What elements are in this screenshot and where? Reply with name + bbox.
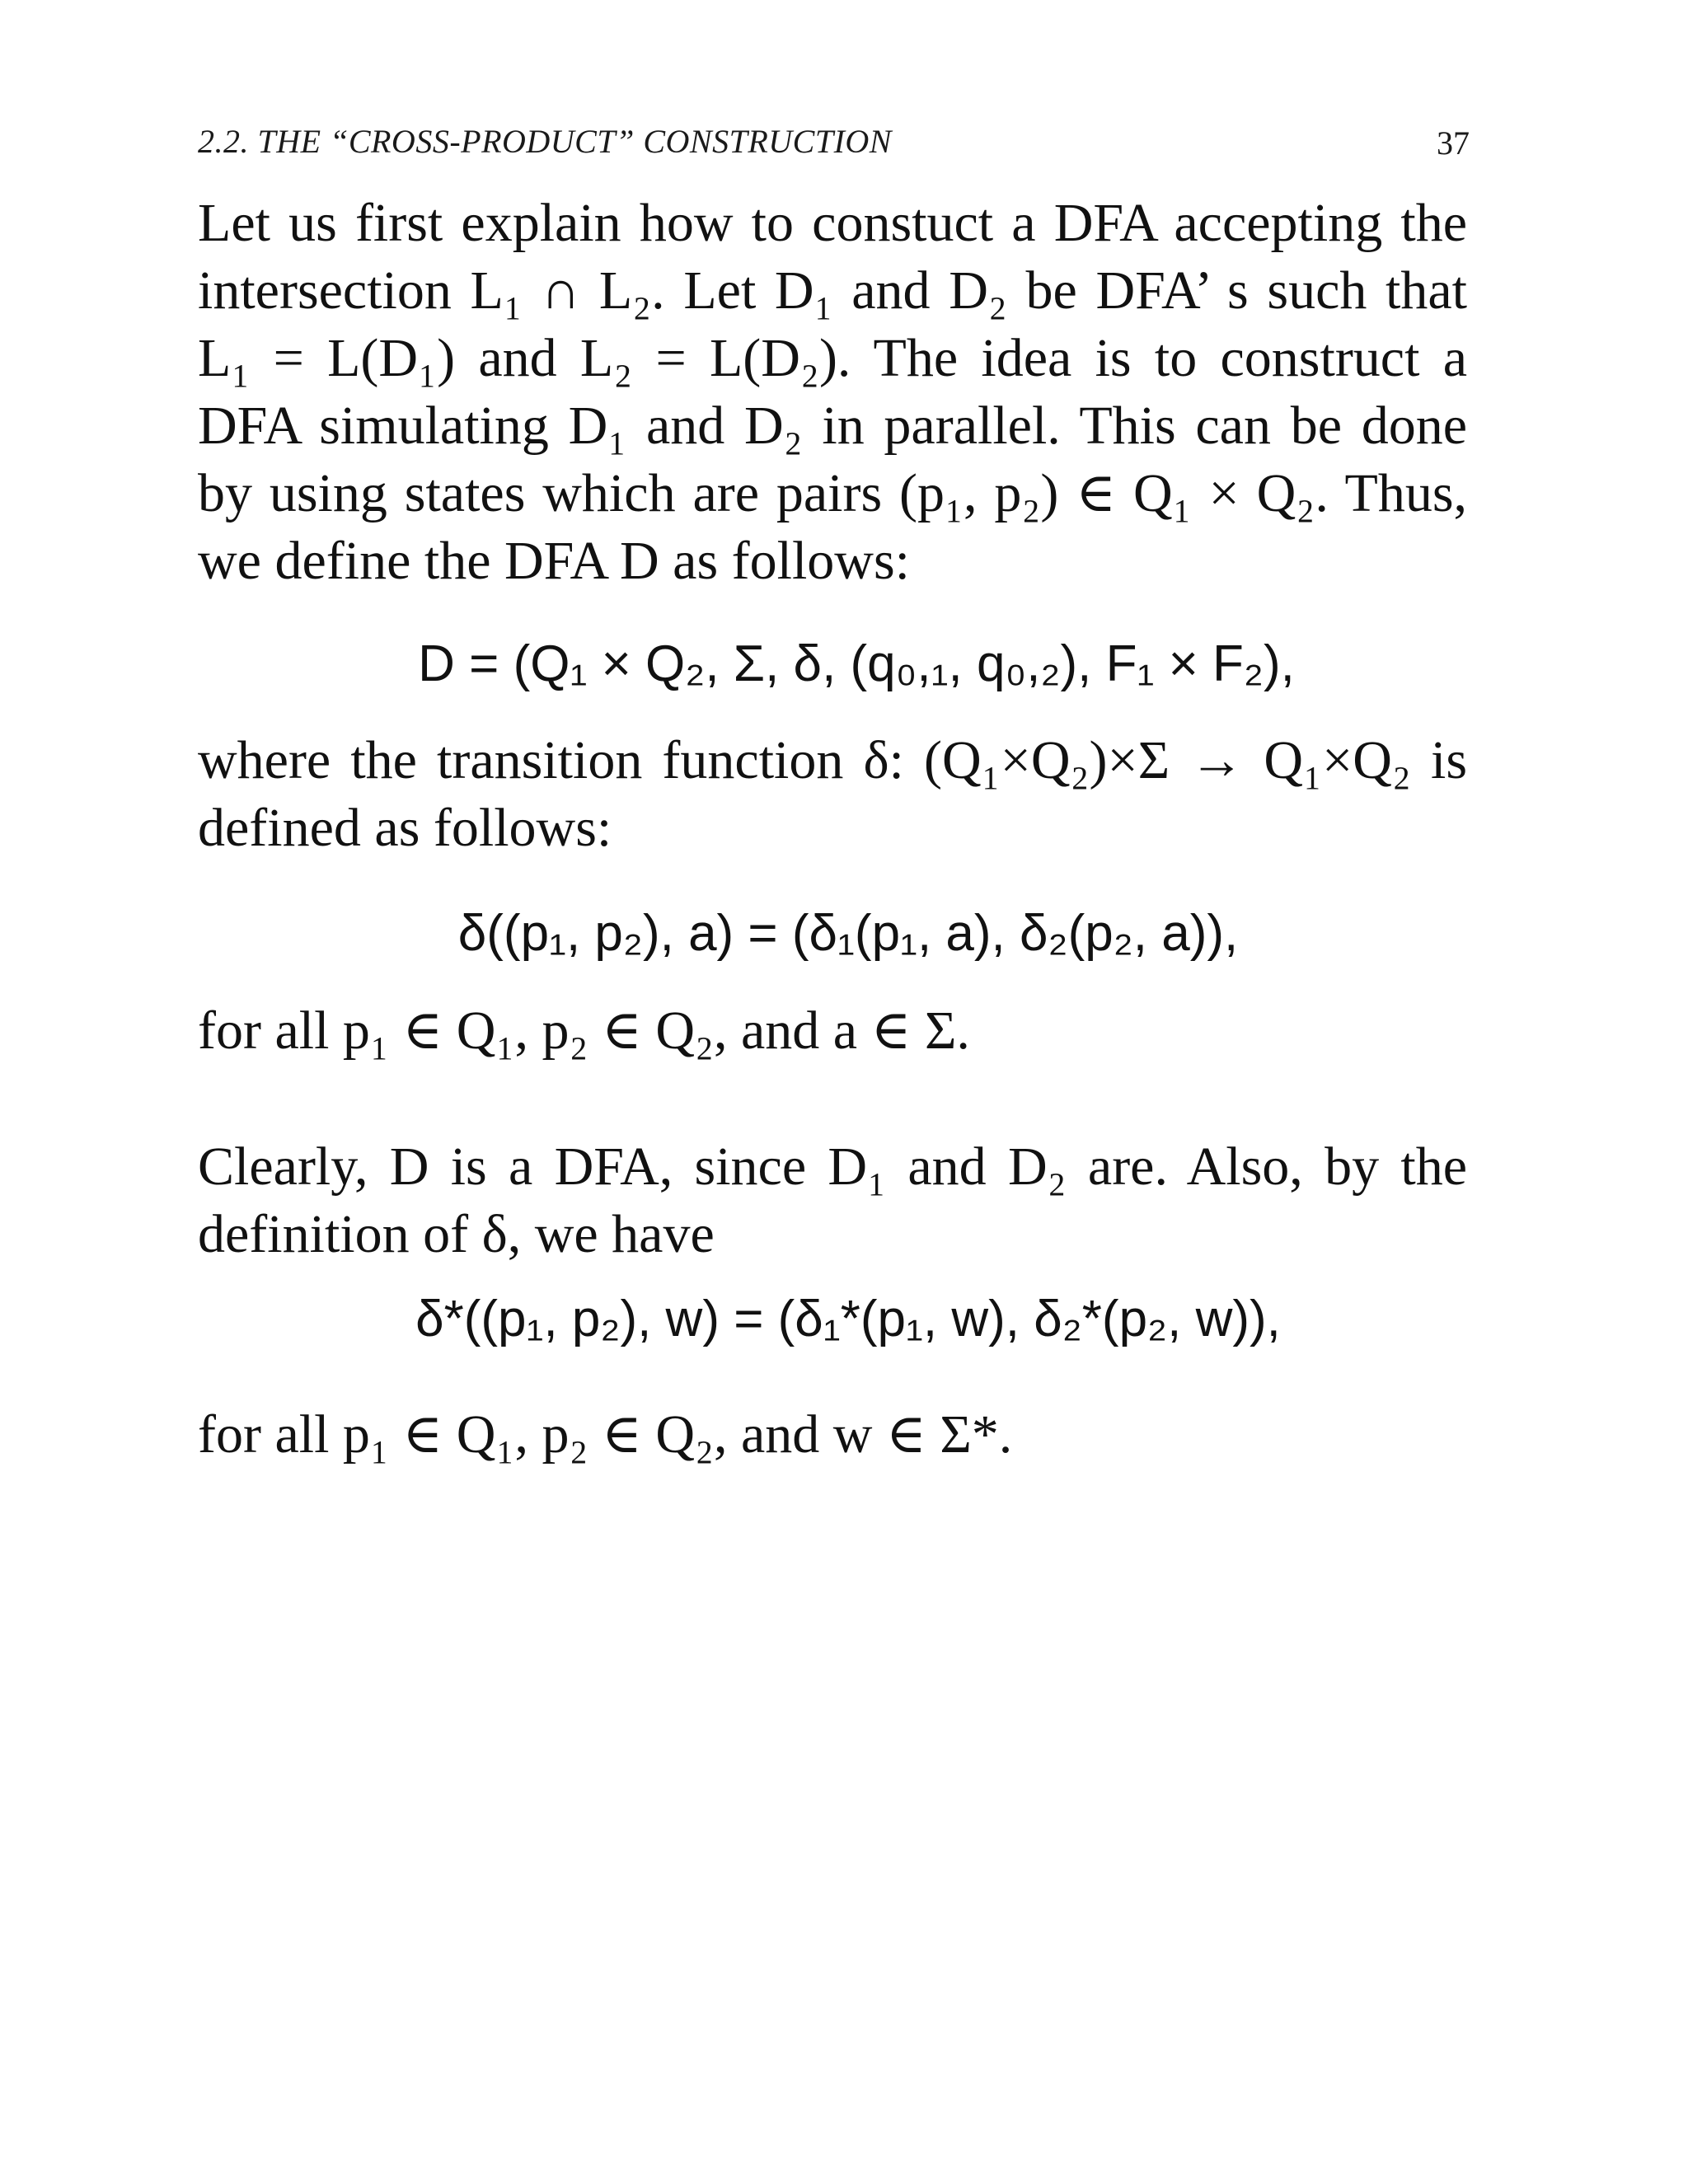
running-head: 2.2. THE “CROSS-PRODUCT” CONSTRUCTION (198, 123, 892, 160)
paragraph-intro: Let us first explain how to constuct a DFA accepting the intersection L₁ ∩ L₂. Let D₁ and D₂ be DFA’ s such that L₁ = L(D₁) and L₂ = L(D₂). The idea is to construct a DFA simulating D₁ and D₂ in parallel. This can be done by using states which are pairs (p₁, p₂) ∈ Q₁ × Q₂. Thus, we define the DFA D as follows: (198, 193, 1467, 591)
equation-extended-transition: δ*((p₁, p₂), w) = (δ₁*(p₁, w), δ₂*(p₂, w)), (415, 1291, 1281, 1347)
page-number: 37 (1437, 124, 1470, 162)
paragraph-for-all-w: for all p₁ ∈ Q₁, p₂ ∈ Q₂, and w ∈ Σ*. (198, 1404, 1013, 1465)
paragraph-clearly: Clearly, D is a DFA, since D₁ and D₂ are. Also, by the definition of δ, we have (198, 1137, 1467, 1264)
paragraph-for-all-a: for all p₁ ∈ Q₁, p₂ ∈ Q₂, and a ∈ Σ. (198, 1001, 970, 1061)
equation-transition: δ((p₁, p₂), a) = (δ₁(p₁, a), δ₂(p₂, a)), (457, 905, 1239, 962)
equation-dfa-definition: D = (Q₁ × Q₂, Σ, δ, (q₀,₁, q₀,₂), F₁ × F₂), (418, 635, 1295, 692)
paragraph-transition-function: where the transition function δ: (Q₁×Q₂)×Σ → Q₁×Q₂ is defined as follows: (198, 730, 1467, 858)
